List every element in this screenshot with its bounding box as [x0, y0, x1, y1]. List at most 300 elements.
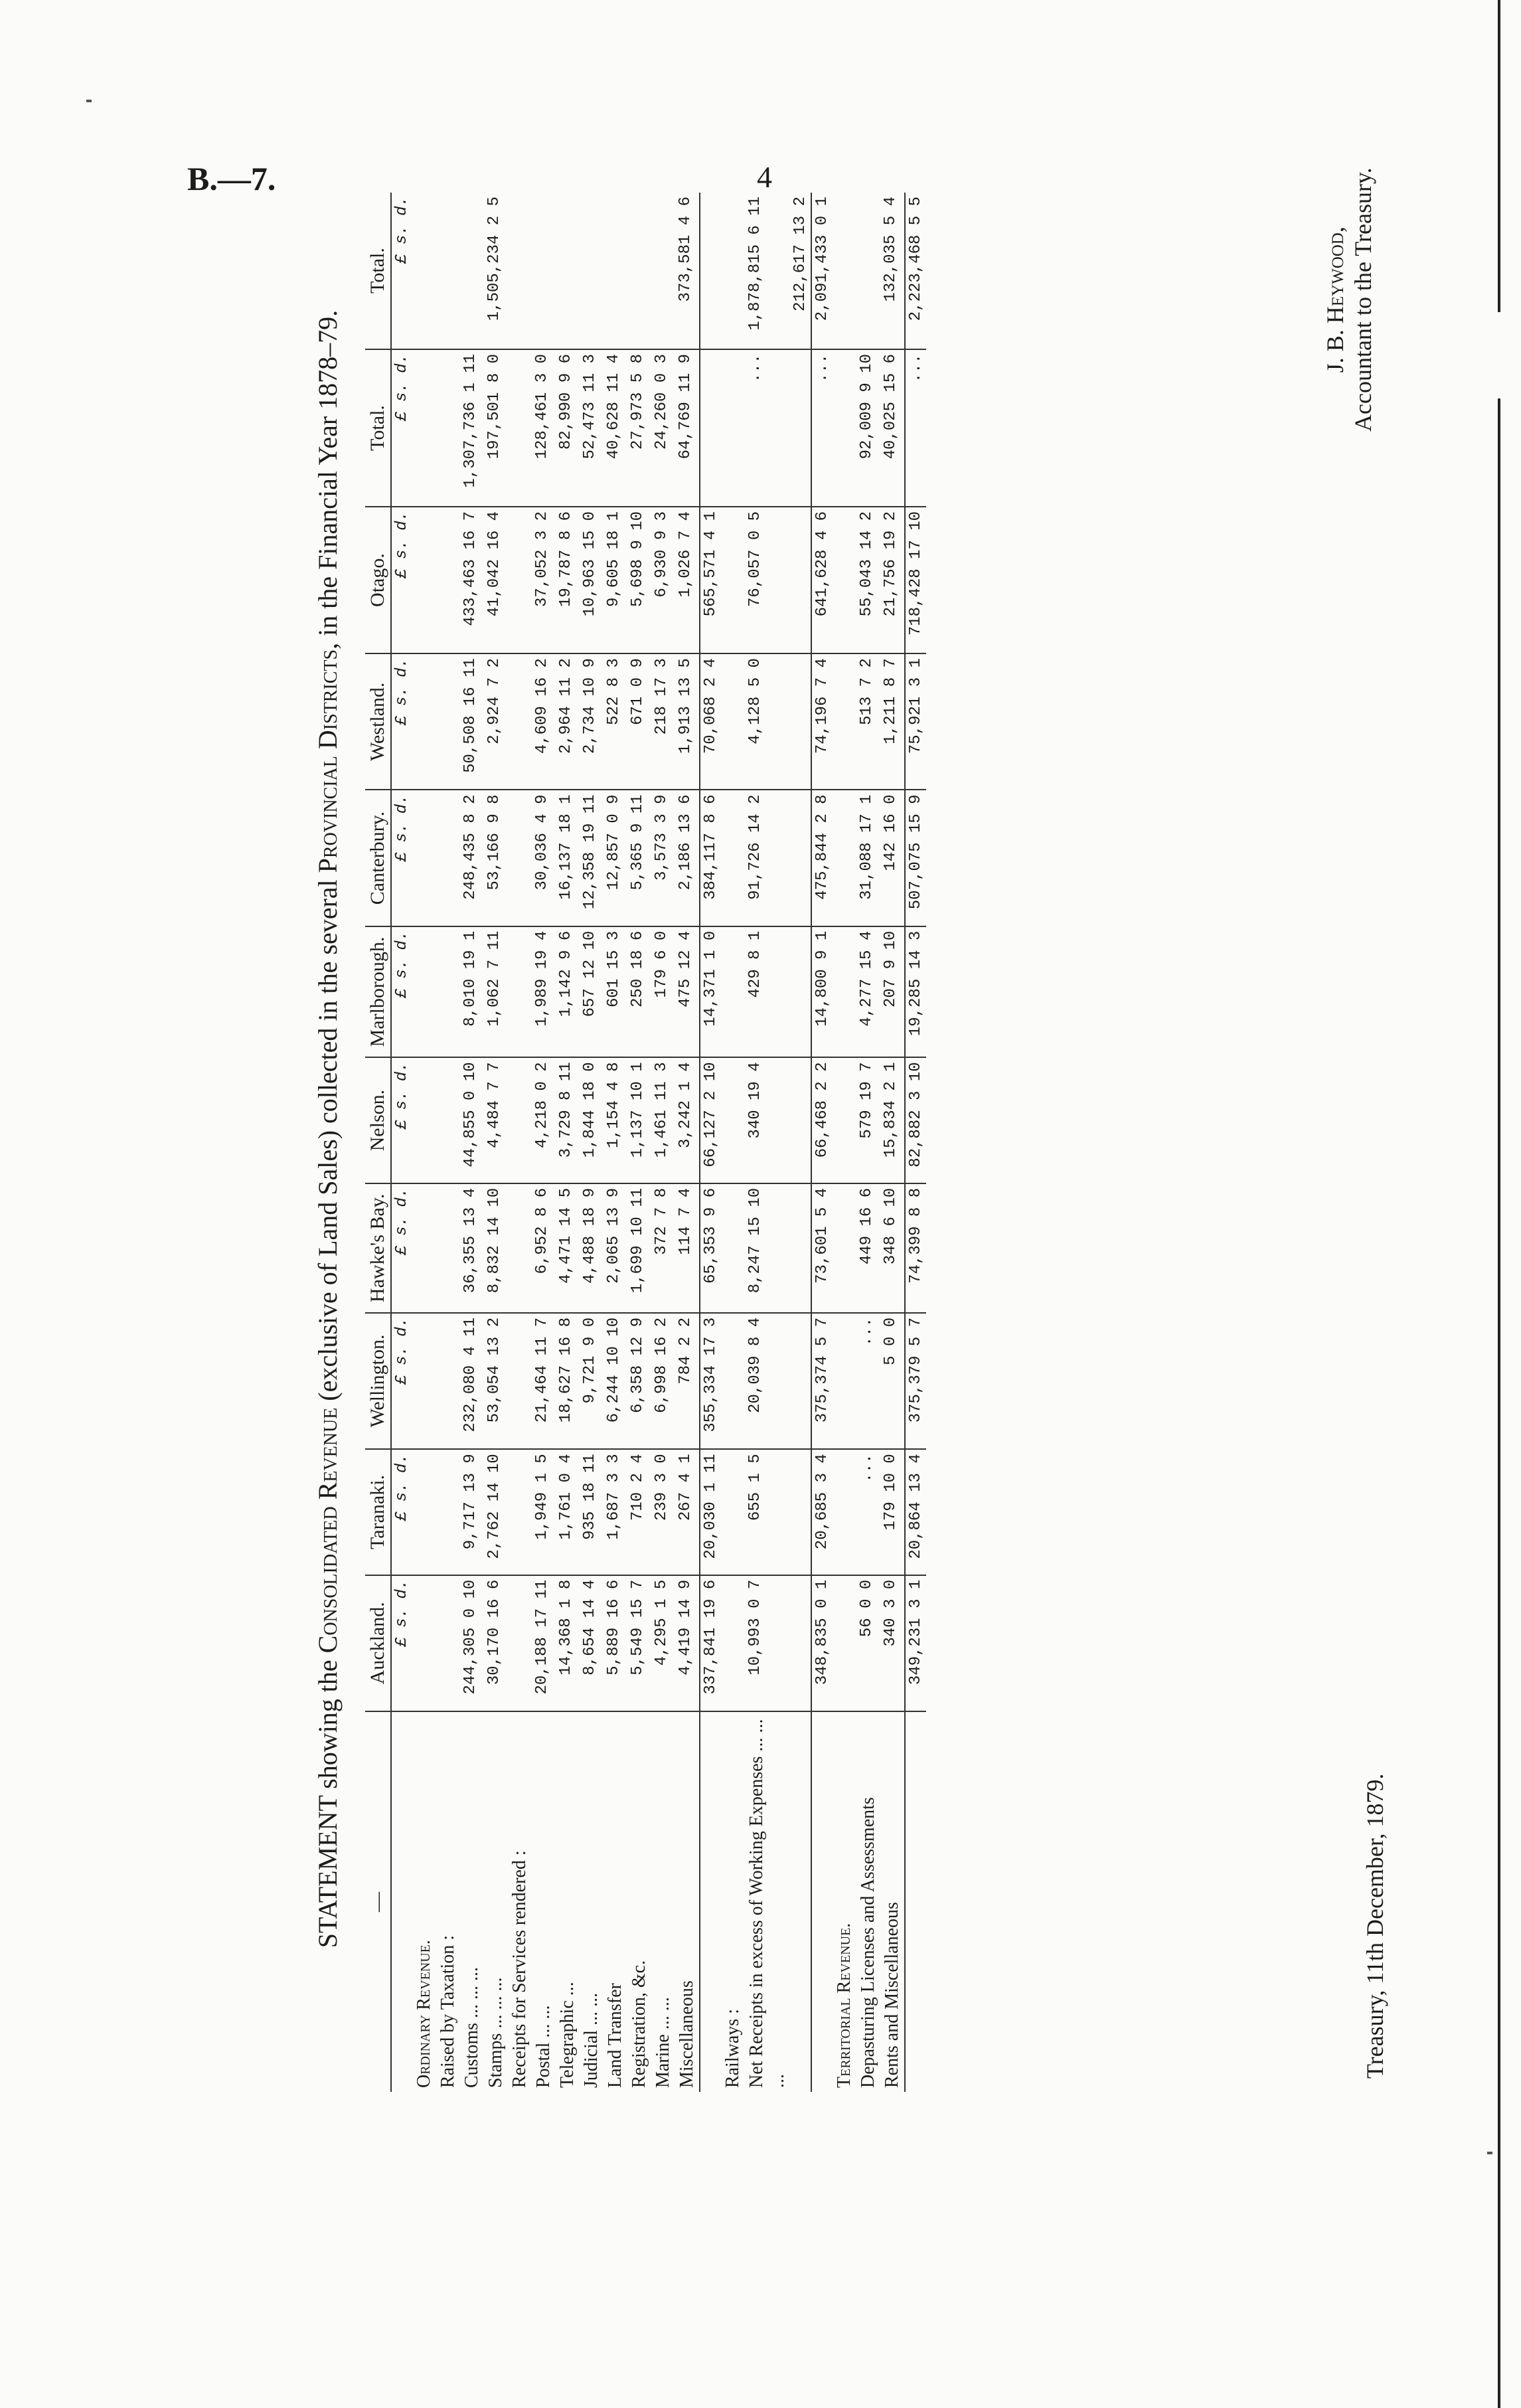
table-row	[745, 193, 790, 2092]
table-cell: 1,154 4 8	[603, 1057, 627, 1183]
table-cell: ...	[745, 349, 790, 507]
table-cell	[721, 790, 745, 926]
table-cell: 340 3 0	[880, 1575, 905, 1711]
table-cell	[721, 507, 745, 653]
table-cell: 4,295 1 5	[651, 1575, 675, 1711]
table-cell: 1,211 8 7	[880, 653, 905, 790]
table-cell: 355,334 17 3	[700, 1313, 721, 1449]
table-cell: ...	[856, 1449, 880, 1575]
table-cell: 8,654 14 4	[580, 1575, 603, 1711]
table-cell: 82,990 9 6	[556, 349, 580, 507]
table-cell: 4,484 7 7	[484, 1057, 508, 1183]
table-cell: 82,882 3 10	[905, 1057, 926, 1183]
table-cell: 267 4 1	[675, 1449, 700, 1575]
page-number: 4	[757, 160, 772, 194]
col-hawkes-bay: Hawke's Bay.	[365, 1183, 391, 1313]
table-cell	[721, 653, 745, 790]
signatory-role: Accountant to the Treasury.	[1350, 167, 1376, 432]
table-cell: 6,358 12 9	[627, 1313, 651, 1449]
revenue-table	[365, 193, 926, 2092]
table-cell: 4,471 14 5	[556, 1183, 580, 1313]
table-cell: 4,277 15 4	[856, 926, 880, 1058]
table-cell: 1,687 3 3	[603, 1449, 627, 1575]
table-cell: 784 2 2	[675, 1313, 700, 1449]
table-row	[880, 193, 905, 2092]
table-cell	[627, 193, 651, 349]
table-cell	[833, 507, 856, 653]
col-marlborough: Marlborough.	[365, 926, 391, 1058]
table-cell: 337,841 19 6	[700, 1575, 721, 1711]
table-cell: 91,726 14 2	[745, 790, 790, 926]
table-cell	[721, 1449, 745, 1575]
table-cell: 2,091,433 0 1	[811, 193, 833, 349]
table-cell: 30,170 16 6	[484, 1575, 508, 1711]
table-cell	[508, 1449, 532, 1575]
units-cell: £ s. d.	[391, 1183, 412, 1313]
title-part: STATEMENT showing the	[313, 1653, 343, 1948]
row-label: Registration, &c.	[629, 1960, 649, 2088]
table-cell	[508, 790, 532, 926]
statement-title	[312, 179, 343, 2079]
row-label: Miscellaneous	[677, 1980, 697, 2088]
units-cell: £ s. d.	[391, 1575, 412, 1711]
col-taranaki: Taranaki.	[365, 1449, 391, 1575]
table-cell: 522 8 3	[603, 653, 627, 790]
table-row	[484, 193, 508, 2092]
table-cell: 179 10 0	[880, 1449, 905, 1575]
table-cell: 3,573 3 9	[651, 790, 675, 926]
units-cell: £ s. d.	[391, 1057, 412, 1183]
table-row	[721, 193, 745, 2092]
table-cell: 20,864 13 4	[905, 1449, 926, 1575]
table-cell	[790, 349, 811, 507]
table-cell: 1,913 13 5	[675, 653, 700, 790]
table-cell: 8,247 15 10	[745, 1183, 790, 1313]
table-cell: 66,468 2 2	[811, 1057, 833, 1183]
table-cell: 449 16 6	[856, 1183, 880, 1313]
table-cell: ...	[811, 349, 833, 507]
row-label: Receipts for Services rendered :	[509, 1850, 530, 2088]
table-row	[436, 193, 460, 2092]
table-cell: 19,787 8 6	[556, 507, 580, 653]
table-cell: 64,769 11 9	[675, 349, 700, 507]
table-cell: 50,508 16 11	[460, 653, 484, 790]
table-cell: 76,057 0 5	[745, 507, 790, 653]
table-cell	[700, 193, 721, 349]
row-label	[700, 1711, 721, 2092]
table-cell	[833, 1057, 856, 1183]
table-cell: 18,627 16 8	[556, 1313, 580, 1449]
table-cell	[508, 1183, 532, 1313]
table-cell: 128,461 3 0	[532, 349, 556, 507]
table-cell	[508, 653, 532, 790]
table-cell: 2,734 10 9	[580, 653, 603, 790]
table-cell	[833, 1449, 856, 1575]
table-cell: 36,355 13 4	[460, 1183, 484, 1313]
table-cell: 1,761 0 4	[556, 1449, 580, 1575]
table-cell: 349,231 3 1	[905, 1575, 926, 1711]
table-cell: 9,721 9 0	[580, 1313, 603, 1449]
table-cell	[833, 1183, 856, 1313]
table-cell	[436, 1449, 460, 1575]
units-row	[391, 193, 412, 2092]
table-cell: 601 15 3	[603, 926, 627, 1058]
table-cell: 1,062 7 11	[484, 926, 508, 1058]
units-cell: £ s. d.	[391, 926, 412, 1058]
table-cell: 4,488 18 9	[580, 1183, 603, 1313]
table-cell	[436, 926, 460, 1058]
table-cell: 5 0 0	[880, 1313, 905, 1449]
table-cell	[721, 1575, 745, 1711]
table-cell: 197,501 8 0	[484, 349, 508, 507]
table-cell: 142 16 0	[880, 790, 905, 926]
table-cell	[436, 1313, 460, 1449]
revenue-body	[391, 193, 926, 2092]
table-cell: 372 7 8	[651, 1183, 675, 1313]
row-label: Net Receipts in excess of Working Expenses ... ... ...	[746, 1719, 788, 2088]
table-cell: 15,834 2 1	[880, 1057, 905, 1183]
table-cell: 14,368 1 8	[556, 1575, 580, 1711]
table-cell: 718,428 17 10	[905, 507, 926, 653]
table-row	[460, 193, 484, 2092]
table-cell: 1,307,736 1 11	[460, 349, 484, 507]
table-cell: 20,685 3 4	[811, 1449, 833, 1575]
table-cell: 10,993 0 7	[745, 1575, 790, 1711]
table-cell	[856, 193, 880, 349]
row-label: Marine ... ...	[653, 1997, 673, 2088]
table-row	[580, 193, 603, 2092]
table-cell: 384,117 8 6	[700, 790, 721, 926]
units-blank	[391, 1711, 412, 2092]
table-cell	[833, 653, 856, 790]
table-cell	[790, 1449, 811, 1575]
title-part: (exclusive of Land Sales) collected in the several	[313, 873, 343, 1408]
table-cell	[556, 193, 580, 349]
table-cell: 30,036 4 9	[532, 790, 556, 926]
table-row	[556, 193, 580, 2092]
table-cell: 8,010 19 1	[460, 926, 484, 1058]
table-cell: 9,605 18 1	[603, 507, 627, 653]
treasury-date: Treasury, 11th December, 1879.	[1362, 1773, 1388, 2079]
header-row	[365, 193, 391, 2092]
table-cell: 232,080 4 11	[460, 1313, 484, 1449]
table-cell	[508, 1313, 532, 1449]
table-cell: 40,025 15 6	[880, 349, 905, 507]
table-cell: 655 1 5	[745, 1449, 790, 1575]
table-cell: 132,035 5 4	[880, 193, 905, 349]
table-cell: 2,065 13 9	[603, 1183, 627, 1313]
table-cell: 1,844 18 0	[580, 1057, 603, 1183]
table-cell: 375,379 5 7	[905, 1313, 926, 1449]
table-cell: 27,973 5 8	[627, 349, 651, 507]
row-label: Customs ... ... ...	[461, 1966, 482, 2088]
table-cell: 1,949 1 5	[532, 1449, 556, 1575]
table-cell: 21,756 19 2	[880, 507, 905, 653]
header-blank: —	[365, 1711, 391, 2092]
table-cell	[508, 193, 532, 349]
table-cell: 1,142 9 6	[556, 926, 580, 1058]
table-cell: 20,039 8 4	[745, 1313, 790, 1449]
table-cell: 20,030 1 11	[700, 1449, 721, 1575]
table-cell: 1,137 10 1	[627, 1057, 651, 1183]
table-row	[412, 193, 436, 2092]
table-cell: 56 0 0	[856, 1575, 880, 1711]
table-cell	[833, 193, 856, 349]
units-cell: £ s. d.	[391, 1449, 412, 1575]
table-row	[790, 193, 811, 2092]
table-row	[811, 193, 833, 2092]
table-cell	[412, 1057, 436, 1183]
table-cell: 53,054 13 2	[484, 1313, 508, 1449]
table-row	[833, 193, 856, 2092]
table-cell	[412, 790, 436, 926]
table-cell: 21,464 11 7	[532, 1313, 556, 1449]
table-cell: 4,419 14 9	[675, 1575, 700, 1711]
table-cell: 16,137 18 1	[556, 790, 580, 926]
table-cell: 657 12 10	[580, 926, 603, 1058]
row-label: Raised by Taxation :	[438, 1935, 458, 2088]
table-cell	[412, 1575, 436, 1711]
table-cell	[603, 193, 627, 349]
table-cell	[412, 653, 436, 790]
table-cell	[412, 1313, 436, 1449]
table-cell	[790, 926, 811, 1058]
table-cell: 641,628 4 6	[811, 507, 833, 653]
table-cell: 507,075 15 9	[905, 790, 926, 926]
table-cell: 8,832 14 10	[484, 1183, 508, 1313]
table-cell: 44,855 0 10	[460, 1057, 484, 1183]
col-wellington: Wellington.	[365, 1313, 391, 1449]
table-cell	[721, 1313, 745, 1449]
row-label: Rents and Miscellaneous	[882, 1902, 902, 2088]
table-cell: 31,088 17 1	[856, 790, 880, 926]
table-cell: 244,305 0 10	[460, 1575, 484, 1711]
units-cell: £ s. d.	[391, 349, 412, 507]
table-row	[905, 193, 926, 2092]
table-cell: 179 6 0	[651, 926, 675, 1058]
table-cell	[721, 193, 745, 349]
table-cell: ...	[856, 1313, 880, 1449]
table-cell: 10,963 15 0	[580, 507, 603, 653]
table-cell: 671 0 9	[627, 653, 651, 790]
row-label: Judicial ... ...	[581, 1992, 601, 2088]
table-cell	[790, 1183, 811, 1313]
table-cell: 6,244 10 10	[603, 1313, 627, 1449]
table-cell	[508, 926, 532, 1058]
col-auckland: Auckland.	[365, 1575, 391, 1711]
col-total: Total.	[365, 349, 391, 507]
row-label: Depasturing Licenses and Assessments	[858, 1797, 878, 2088]
table-cell: 14,371 1 0	[700, 926, 721, 1058]
signatory-name: J. B. Heywood,	[1322, 226, 1348, 373]
table-cell: 935 18 11	[580, 1449, 603, 1575]
table-cell	[436, 790, 460, 926]
table-cell: 239 3 0	[651, 1449, 675, 1575]
table-cell: 565,571 4 1	[700, 507, 721, 653]
table-cell: 2,223,468 5 5	[905, 193, 926, 349]
table-cell	[790, 653, 811, 790]
table-cell: 373,581 4 6	[675, 193, 700, 349]
table-cell	[833, 1575, 856, 1711]
row-label: Stamps ... ... ...	[485, 1977, 506, 2088]
table-cell: 2,762 14 10	[484, 1449, 508, 1575]
table-cell: 12,857 0 9	[603, 790, 627, 926]
table-cell	[833, 790, 856, 926]
table-cell: 2,924 7 2	[484, 653, 508, 790]
table-cell: 248,435 8 2	[460, 790, 484, 926]
table-cell: 1,505,234 2 5	[484, 193, 508, 349]
table-cell: 12,358 19 11	[580, 790, 603, 926]
table-cell: 710 2 4	[627, 1449, 651, 1575]
table-row	[603, 193, 627, 2092]
table-row	[532, 193, 556, 2092]
table-cell: 9,717 13 9	[460, 1449, 484, 1575]
signature-block	[1321, 167, 1377, 432]
table-cell: 348,835 0 1	[811, 1575, 833, 1711]
table-cell	[508, 507, 532, 653]
table-cell	[721, 1183, 745, 1313]
table-cell	[651, 193, 675, 349]
table-cell: 212,617 13 2	[790, 193, 811, 349]
table-cell: 1,989 19 4	[532, 926, 556, 1058]
row-label	[905, 1711, 926, 2092]
table-cell: 5,549 15 7	[627, 1575, 651, 1711]
table-cell	[508, 1575, 532, 1711]
table-cell	[412, 1449, 436, 1575]
table-cell: 53,166 9 8	[484, 790, 508, 926]
table-cell: 75,921 3 1	[905, 653, 926, 790]
table-cell	[436, 193, 460, 349]
col-nelson: Nelson.	[365, 1057, 391, 1183]
table-cell	[790, 790, 811, 926]
table-cell	[436, 1183, 460, 1313]
table-cell: 41,042 16 4	[484, 507, 508, 653]
table-cell	[790, 1057, 811, 1183]
table-cell	[833, 926, 856, 1058]
table-cell	[436, 349, 460, 507]
table-cell	[436, 507, 460, 653]
table-cell	[532, 193, 556, 349]
table-cell: 2,186 13 6	[675, 790, 700, 926]
table-cell: 433,463 16 7	[460, 507, 484, 653]
table-cell	[721, 926, 745, 1058]
table-cell: 429 8 1	[745, 926, 790, 1058]
table-cell: 579 19 7	[856, 1057, 880, 1183]
table-cell: 92,009 9 10	[856, 349, 880, 507]
table-cell: 73,601 5 4	[811, 1183, 833, 1313]
table-row	[508, 193, 532, 2092]
print-speck	[1487, 2152, 1492, 2154]
col-canterbury: Canterbury.	[365, 790, 391, 926]
row-label: Railways :	[722, 2009, 743, 2088]
table-cell: 348 6 10	[880, 1183, 905, 1313]
col-westland: Westland.	[365, 653, 391, 790]
table-row	[627, 193, 651, 2092]
table-cell	[412, 1183, 436, 1313]
table-cell: 19,285 14 3	[905, 926, 926, 1058]
table-cell	[721, 1057, 745, 1183]
table-cell: 40,628 11 4	[603, 349, 627, 507]
row-label: Territorial Revenue.	[834, 1923, 854, 2088]
table-cell: 2,964 11 2	[556, 653, 580, 790]
units-cell: £ s. d.	[391, 193, 412, 349]
table-cell	[508, 1057, 532, 1183]
table-cell	[580, 193, 603, 349]
table-cell: 1,699 10 11	[627, 1183, 651, 1313]
table-cell: 55,043 14 2	[856, 507, 880, 653]
table-row	[700, 193, 721, 2092]
table-cell: 340 19 4	[745, 1057, 790, 1183]
table-cell: 6,998 16 2	[651, 1313, 675, 1449]
title-part: Consolidated Revenue	[313, 1407, 343, 1654]
table-cell: 207 9 10	[880, 926, 905, 1058]
table-cell: 4,609 16 2	[532, 653, 556, 790]
table-cell	[412, 926, 436, 1058]
units-cell: £ s. d.	[391, 507, 412, 653]
table-row	[856, 193, 880, 2092]
table-cell: 513 7 2	[856, 653, 880, 790]
units-cell: £ s. d.	[391, 790, 412, 926]
col-otago: Otago.	[365, 507, 391, 653]
table-cell: 475,844 2 8	[811, 790, 833, 926]
table-cell	[790, 507, 811, 653]
table-row	[675, 193, 700, 2092]
row-label	[790, 1711, 811, 2092]
table-cell: 375,374 5 7	[811, 1313, 833, 1449]
table-cell: 37,052 3 2	[532, 507, 556, 653]
table-cell: 3,242 1 4	[675, 1057, 700, 1183]
row-label: Land Transfer	[605, 1983, 625, 2088]
table-cell: ...	[905, 349, 926, 507]
table-cell: 4,128 5 0	[745, 653, 790, 790]
row-label: Telegraphic ...	[557, 1982, 578, 2088]
table-cell: 3,729 8 11	[556, 1057, 580, 1183]
table-cell: 20,188 17 11	[532, 1575, 556, 1711]
table-cell	[700, 349, 721, 507]
table-cell: 74,399 8 8	[905, 1183, 926, 1313]
table-cell: 6,930 9 3	[651, 507, 675, 653]
table-cell	[412, 349, 436, 507]
row-label	[811, 1711, 833, 2092]
table-cell: 5,698 9 10	[627, 507, 651, 653]
table-cell	[833, 349, 856, 507]
row-label: Ordinary Revenue.	[414, 1940, 434, 2088]
table-cell: 65,353 9 6	[700, 1183, 721, 1313]
rotated-statement	[312, 100, 1507, 2092]
table-cell: 52,473 11 3	[580, 349, 603, 507]
table-cell: 1,026 7 4	[675, 507, 700, 653]
table-cell	[833, 1313, 856, 1449]
table-cell: 6,952 8 6	[532, 1183, 556, 1313]
units-cell: £ s. d.	[391, 653, 412, 790]
col-grand-total: Total.	[365, 193, 391, 349]
table-cell	[721, 349, 745, 507]
table-cell: 14,800 9 1	[811, 926, 833, 1058]
units-cell: £ s. d.	[391, 1313, 412, 1449]
table-cell: 66,127 2 10	[700, 1057, 721, 1183]
table-cell	[508, 349, 532, 507]
table-cell: 218 17 3	[651, 653, 675, 790]
print-speck	[86, 100, 92, 102]
table-cell: 475 12 4	[675, 926, 700, 1058]
table-cell	[436, 1057, 460, 1183]
table-cell: 74,196 7 4	[811, 653, 833, 790]
table-row	[651, 193, 675, 2092]
table-cell: 5,889 16 6	[603, 1575, 627, 1711]
table-cell	[790, 1313, 811, 1449]
row-label: Postal ... ...	[533, 2005, 554, 2088]
table-cell	[436, 653, 460, 790]
